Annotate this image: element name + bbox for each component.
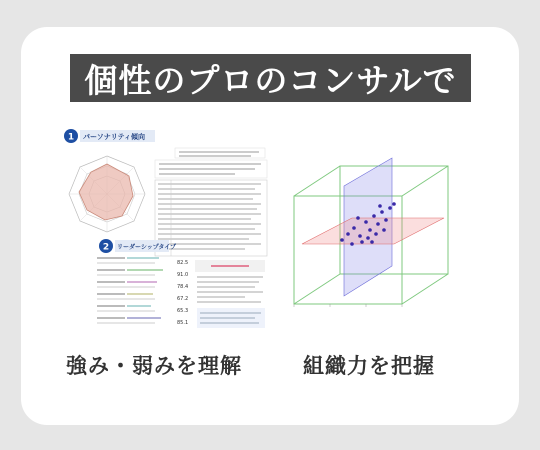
caption-strengths: 強み・弱みを理解: [66, 354, 242, 378]
leader-score: 67.2: [177, 296, 189, 302]
leader-score: 65.3: [177, 308, 189, 314]
leadership-score-list: [97, 258, 188, 326]
leader-score: 78.4: [177, 284, 189, 290]
report-illustration: [55, 122, 270, 332]
headline-banner: [70, 54, 471, 102]
personality-table: [155, 148, 267, 256]
caption-organization: 組織力を把握: [303, 354, 435, 378]
leadership-description: [195, 260, 265, 328]
scatter-illustration: [282, 146, 454, 322]
section2-title: リーダーシップタイプ: [117, 244, 177, 251]
personality-report-thumbnail: [55, 122, 270, 332]
headline-text: 個性のプロのコンサルで: [84, 60, 457, 100]
leader-score: 85.1: [177, 320, 189, 326]
radar-chart: [69, 156, 145, 232]
leader-score: 91.0: [177, 272, 189, 278]
section1-title: パーソナリティ傾向: [83, 133, 146, 141]
leader-score: 82.5: [177, 260, 189, 266]
section2-number: 2: [102, 242, 110, 253]
section1-number: 1: [67, 132, 75, 143]
organization-scatter-thumbnail: [282, 146, 454, 322]
